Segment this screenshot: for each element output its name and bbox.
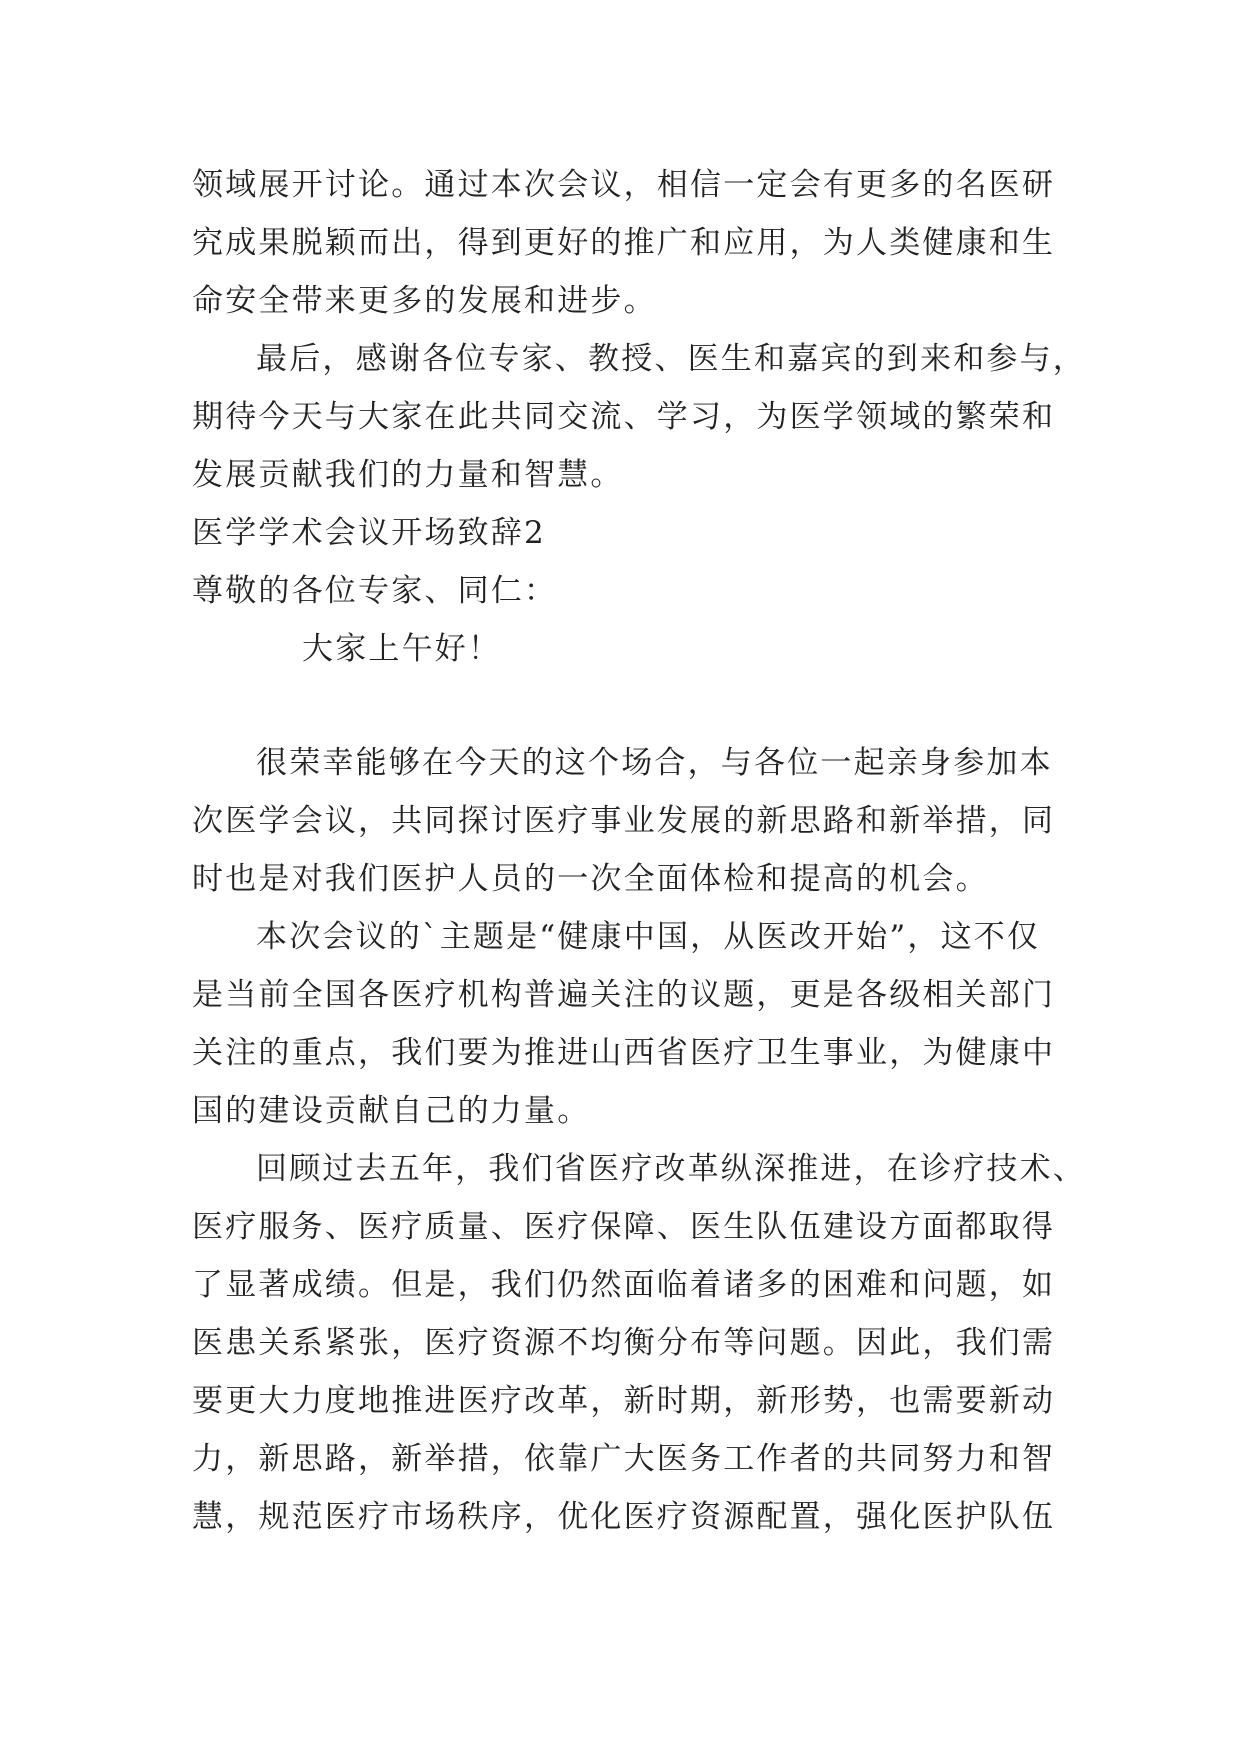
text-line: 最后，感谢各位专家、教授、医生和嘉宾的到来和参与，: [256, 341, 1086, 377]
paragraph-5: [192, 1140, 1086, 1546]
text-line: 力，新思路，新举措，依靠广大医务工作者的共同努力和智: [192, 1441, 1056, 1477]
text-line: 很荣幸能够在今天的这个场合，与各位一起亲身参加本: [256, 745, 1053, 781]
salutation: 尊敬的各位专家、同仁：: [192, 573, 558, 609]
section-title: 医学学术会议开场致辞2: [192, 515, 546, 551]
document-page: [192, 156, 1086, 1546]
greeting: 大家上午好！: [302, 631, 502, 667]
text-line: 慧，规范医疗市场秩序，优化医疗资源配置，强化医护队伍: [192, 1499, 1056, 1535]
text-line: 回顾过去五年，我们省医疗改革纵深推进，在诊疗技术、: [256, 1151, 1086, 1187]
text-line: 了显著成绩。但是，我们仍然面临着诸多的困难和问题，如: [192, 1267, 1056, 1303]
text-line: 究成果脱颖而出，得到更好的推广和应用，为人类健康和生: [192, 225, 1056, 261]
text-line: 要更大力度地推进医疗改革，新时期，新形势，也需要新动: [192, 1383, 1056, 1419]
paragraph-1: [192, 156, 1056, 330]
text-line: 国的建设贡献自己的力量。: [192, 1093, 591, 1129]
text-line: 是当前全国各医疗机构普遍关注的议题，更是各级相关部门: [192, 977, 1056, 1013]
paragraph-2: [192, 330, 1086, 504]
paragraph-4: [192, 908, 1056, 1140]
blank-line: [192, 678, 1052, 734]
text-line: 领域展开讨论。通过本次会议，相信一定会有更多的名医研: [192, 167, 1056, 203]
text-line: 医患关系紧张，医疗资源不均衡分布等问题。因此，我们需: [192, 1325, 1056, 1361]
text-line: 时也是对我们医护人员的一次全面体检和提高的机会。: [192, 861, 989, 897]
text-line: 命安全带来更多的发展和进步。: [192, 283, 657, 319]
text-line: 医疗服务、医疗质量、医疗保障、医生队伍建设方面都取得: [192, 1209, 1056, 1245]
text-line: 期待今天与大家在此共同交流、学习，为医学领域的繁荣和: [192, 399, 1056, 435]
text-line: 次医学会议，共同探讨医疗事业发展的新思路和新举措，同: [192, 803, 1056, 839]
text-line: 发展贡献我们的力量和智慧。: [192, 457, 624, 493]
text-line: 关注的重点，我们要为推进山西省医疗卫生事业，为健康中: [192, 1035, 1056, 1071]
text-line: 本次会议的`主题是“健康中国，从医改开始”，这不仅: [256, 919, 1041, 955]
paragraph-3: [192, 734, 1056, 908]
